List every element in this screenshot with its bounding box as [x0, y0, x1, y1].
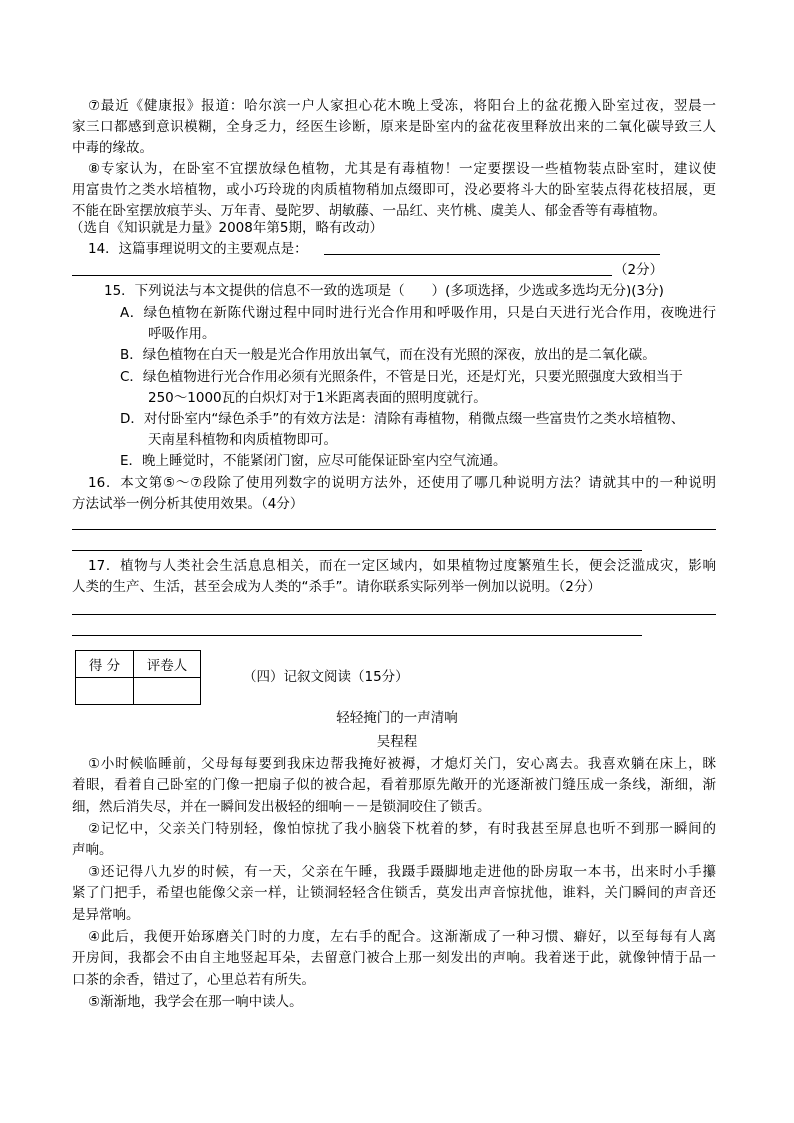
- text-line: 紧了门把手，希望也能像父亲一样，让锁洞轻轻含住锁舌，莫发出声音惊扰他，谁料，关门瞬间的声音还: [72, 885, 716, 901]
- score-table: [75, 650, 201, 705]
- story-title: 轻轻掩门的一声清响: [336, 710, 458, 726]
- section-heading: （四）记叙文阅读（15分）: [243, 669, 409, 685]
- score-label: （2分）: [614, 262, 664, 278]
- question-text: 15．下列说法与本文提供的信息不一致的选项是（ ）(多项选择，少选或多选均无分)(3分): [104, 283, 664, 299]
- text-line: 开房间，我都会不由自主地竖起耳朵，去留意门被合上那一刻发出的声响。我着迷于此，就像钟情于品一: [72, 950, 716, 966]
- text-line: ⑤渐渐地，我学会在那一响中读人。: [88, 994, 303, 1010]
- text-line: 口茶的余香，错过了，心里总若有所失。: [72, 972, 315, 988]
- option-d[interactable]: D．对付卧室内“绿色杀手”的有效方法是：清除有毒植物，稍微点缀一些富贵竹之类水培植物、: [120, 411, 685, 427]
- question-text: 人类的生产、生活，甚至会成为人类的“杀手”。请你联系实际列举一例加以说明。（2分）: [72, 579, 601, 595]
- option-c-cont: 250～1000瓦的白炽灯对于1米距离表面的照明度就行。: [148, 390, 487, 406]
- text-line: 细，然后消失尽，并在一瞬间发出极轻的细响－－是锁洞咬住了锁舌。: [72, 799, 491, 815]
- question-text: 16．本文第⑤～⑦段除了使用列数字的说明方法外，还使用了哪几种说明方法？请就其中的一种说明: [88, 475, 716, 491]
- question-text: 14．这篇事理说明文的主要观点是：: [88, 241, 308, 257]
- answer-line[interactable]: [324, 254, 660, 255]
- text-line: 不能在卧室摆放痕芋头、万年青、曼陀罗、胡敏藤、一品红、夹竹桃、虞美人、郁金香等有毒植物。: [72, 203, 666, 219]
- text-line: ⑧专家认为，在卧室不宜摆放绿色植物，尤其是有毒植物！一定要摆设一些植物装点卧室时，建议使: [88, 161, 716, 177]
- text-line: 中毒的缘故。: [72, 140, 153, 156]
- answer-line[interactable]: [72, 614, 716, 615]
- text-line: ①小时候临睡前，父母每每要到我床边帮我掩好被褥，才熄灯关门，安心离去。我喜欢躺在床上，眯: [88, 756, 716, 772]
- text-line: ②记忆中，父亲关门特别轻，像怕惊扰了我小脑袋下枕着的梦，有时我甚至屏息也听不到那一瞬间的: [88, 821, 716, 837]
- answer-line[interactable]: [72, 275, 612, 276]
- score-cell[interactable]: [76, 678, 134, 705]
- option-e[interactable]: E．晚上睡觉时，不能紧闭门窗，应尽可能保证卧室内空气流通。: [120, 453, 507, 469]
- option-b[interactable]: B．绿色植物在白天一般是光合作用放出氧气，而在没有光照的深夜，放出的是二氧化碳。: [120, 347, 656, 363]
- grader-header: 评卷人: [134, 651, 201, 678]
- text-line: 是异常响。: [72, 907, 140, 923]
- option-d-cont: 天南星科植物和肉质植物即可。: [148, 432, 337, 448]
- answer-line[interactable]: [72, 550, 642, 551]
- question-text: 17．植物与人类社会生活息息相关，而在一定区域内，如果植物过度繁殖生长，便会泛滥成灾，影响: [88, 558, 716, 574]
- story-author: 吴程程: [376, 734, 418, 750]
- grader-cell[interactable]: [134, 678, 201, 705]
- question-text: 方法试举一例分析其使用效果。（4分）: [72, 496, 304, 512]
- text-line: ④此后，我便开始琢磨关门时的力度，左右手的配合。这渐渐成了一种习惯、癖好，以至每每有人离: [88, 929, 716, 945]
- text-line: ③还记得八九岁的时候，有一天，父亲在午睡，我蹑手蹑脚地走进他的卧房取一本书，出来时小手攥: [88, 864, 716, 880]
- text-line: 着眼，看着自己卧室的门像一把扇子似的被合起，看着那原先敞开的光逐渐被门缝压成一条线，渐细，渐: [72, 777, 716, 793]
- text-line: ⑦最近《健康报》报道：哈尔滨一户人家担心花木晚上受冻，将阳台上的盆花搬入卧室过夜，翌晨一: [88, 98, 716, 114]
- source-citation: （选自《知识就是力量》2008年第5期，略有改动）: [70, 220, 383, 236]
- text-line: 家三口都感到意识模糊，全身乏力，经医生诊断，原来是卧室内的盆花夜里释放出来的二氧化碳导致三人: [72, 119, 716, 135]
- score-header: 得 分: [76, 651, 134, 678]
- answer-line[interactable]: [72, 529, 716, 530]
- text-line: 用富贵竹之类水培植物，或小巧玲珑的肉质植物稍加点缀即可，没必要将斗大的卧室装点得花枝招展，更: [72, 182, 716, 198]
- text-line: 声响。: [72, 842, 113, 858]
- option-c[interactable]: C．绿色植物进行光合作用必须有光照条件，不管是日光，还是灯光，只要光照强度大致相当于: [120, 369, 683, 385]
- option-a-cont: 呼吸作用。: [148, 326, 216, 342]
- answer-line[interactable]: [72, 635, 642, 636]
- option-a[interactable]: A．绿色植物在新陈代谢过程中同时进行光合作用和呼吸作用，只是白天进行光合作用，夜晚进行: [120, 305, 716, 321]
